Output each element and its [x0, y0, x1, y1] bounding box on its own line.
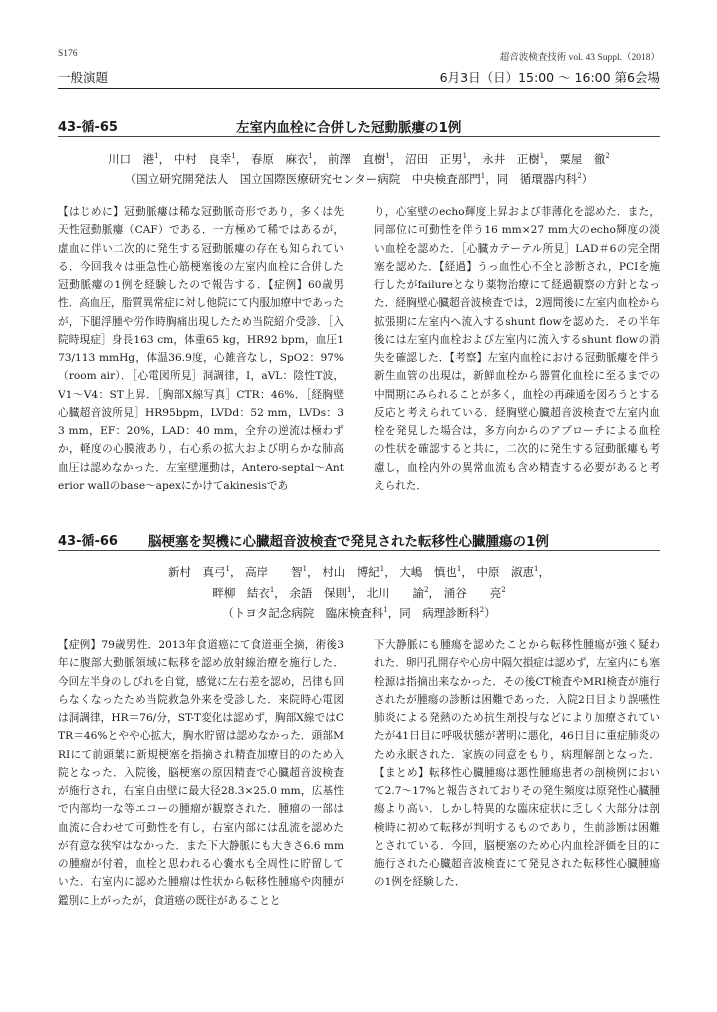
affiliation-text: ，同 病理診断科: [387, 606, 480, 620]
affiliation: [58, 170, 660, 188]
affiliation-mark: 1: [231, 152, 236, 161]
author: 北川 諭: [366, 586, 425, 600]
abstract-header: [58, 530, 660, 551]
abstract-number: 43-循-66: [58, 534, 118, 549]
affiliation-mark: 1: [225, 565, 230, 574]
affiliation-mark: 1: [383, 606, 388, 615]
author: 粟屋 徹: [559, 152, 606, 166]
abstract-title: 脳梗塞を契機に心臓超音波検査で発見された転移性心臓腫瘍の1例: [148, 534, 549, 550]
affiliation-text: （トヨタ記念病院 臨床検査科: [222, 606, 384, 620]
affiliation-mark: 2: [424, 586, 429, 595]
author-list: 川口 港$^1$， 中村 良幸$^1$， 春原 麻衣$^1$， 前澤 直樹$^1$， 沼田 正男$^1$， 永井 正樹$^1$， 粟屋 徹$^2$: [108, 152, 610, 166]
author: 沼田 正男: [405, 152, 463, 166]
session-header: [58, 66, 660, 89]
abstract-body-right: り，心室壁のecho輝度上昇および菲薄化を認めた．また，同部位に可動性を伴う16 mm×27 mm大のecho輝度の淡い血栓を認めた．［心臓カテーテル所見］LAD＃6の完全閉塞を認めた．【経過】うっ血性心不全と診断され，PCIを施行したがfailureとなり薬物治療にて経過観察の方針となった．経胸壁心臓超音波検査では，2週間後に左室内血栓から拡張期に左室内へ流入するshunt flowを認めた．その半年後には左室内血栓および左室内に流入するshunt flowの消失を確認した．【考察】左室内血栓における冠動脈瘻を伴う新生血管の出現は，新鮮血栓から器質化血栓に至るまでの中間期にみられることが多く，血栓の再疎通を図ろうとする反応と考えられている．経胸壁心臓超音波検査で左室内血栓を発見した場合は，多方向からのアプローチによる血栓の性状を確認すると共に，二次的に発生する冠動脈瘻も考慮し，血栓内外の異常血流も含め精査する必要があると考えられた．: [374, 206, 660, 492]
author: 畔柳 結衣: [212, 586, 270, 600]
session-type: 一般演題: [58, 70, 109, 85]
author: 春原 麻衣: [250, 152, 309, 166]
journal-page: [58, 0, 660, 1012]
affiliation-mark: 1: [308, 152, 313, 161]
affiliation-text: （国立研究開発法人 国立国際医療研究センター病院 中央検査部門: [124, 172, 481, 186]
running-head: [58, 49, 660, 63]
abstract-number: 43-循-65: [58, 120, 118, 135]
affiliation-text: ）: [581, 172, 594, 186]
affiliation-mark: 1: [539, 152, 545, 161]
author: 村山 博紀: [322, 565, 380, 579]
author: 新村 真弓: [168, 565, 226, 579]
affiliation-mark: 1: [534, 565, 539, 574]
author: 永井 正樹: [482, 152, 540, 166]
abstract-body-right: 下大静脈にも腫瘍を認めたことから転移性腫瘍が強く疑われた．卵円孔開存や心房中隔欠損症は認めず，左室内にも塞栓源は指摘出来なかった．その後CT検査やMRI検査が施行されたが腫瘍の診断は困難であった．入院2日目より誤嚥性肺炎による発熱のため抗生剤投与などにより加療されていたが41日目に呼吸状態が著明に悪化，46日目に重症肺炎のため永眠された．家族の同意をもり，病理解剖となった．【まとめ】転移性心臓腫瘍は悪性腫瘍患者の剖検例において2.7～17%と報告されておりその発生頻度は原発性心臓腫瘍より高い．しかし特異的な臨床症状に乏しく大部分は剖検時に初めて転移が判明するものであり，生前診断は困難とされている．今回，脳梗塞のため心内血栓評価を目的に施行された心臓超音波検査にて発見された転移性心臓腫瘍の1例を経験した．: [374, 639, 660, 889]
author: 川口 港: [108, 152, 155, 166]
affiliation: [58, 604, 660, 622]
abstract-header: [58, 116, 660, 137]
affiliation-mark: 1: [302, 565, 308, 574]
affiliation-mark: 1: [154, 152, 159, 161]
affiliation-text: ）: [484, 606, 496, 620]
affiliation-mark: 1: [456, 565, 462, 574]
affiliation-text: ，同 循環器内科: [485, 172, 578, 186]
affiliation-mark: 1: [385, 152, 390, 161]
affiliation-mark: 2: [479, 606, 485, 615]
affiliation-mark: 1: [462, 152, 468, 161]
author: 大嶋 慎也: [399, 565, 457, 579]
affiliation-mark: 2: [577, 172, 582, 181]
affiliation-mark: 2: [605, 152, 610, 161]
session-datetime: 6月3日（日）15:00 ～ 16:00 第6会場: [439, 70, 660, 85]
author-list: 畔柳 結衣$^1$， 余語 保則$^1$， 北川 諭$^2$， 涌谷 亮$^2$: [212, 586, 506, 600]
author: 中原 淑恵: [476, 565, 535, 579]
author: 中村 良幸: [173, 152, 232, 166]
author-list: 新村 真弓$^1$， 高岸 智$^1$， 村山 博紀$^1$， 大嶋 慎也$^1$， 中原 淑恵$^1$，: [168, 565, 550, 579]
affiliation-mark: 1: [269, 586, 275, 595]
journal-name: 超音波検査技術 vol. 43 Suppl.（2018）: [499, 53, 660, 63]
affiliation-mark: 1: [480, 172, 486, 181]
author: 涌谷 亮: [443, 586, 502, 600]
abstract-body-left: 【症例】79歳男性．2013年食道癌にて食道亜全摘，術後3年に腹部大動脈領域に転移を認め放射線治療を施行した．今回左半身のしびれを自覚，感覚に左右差を認め，呂律も回らなくなったため当院救急外来を受診した．来院時心電図は洞調律，HR＝76/分，ST-T変化は認めず，胸部X線ではCTR＝46%とやや心拡大，胸水貯留は認めなかった．頭部MRIにて前頭葉に新規梗塞を指摘され精査加療目的のため入院となった．入院後，脳梗塞の原因精査で心臓超音波検査が施行され，右室自由壁に最大径28.3×25.0 mm，広基性で内部均一な等エコーの腫瘤が観察された．腫瘤の一部は血流に合わせて可動性を有し，右室内部には乱流を認めたが有意な狭窄はなかった．また下大静脈にも大きさ6.6 mmの腫瘤が付着，血栓と思われる心嚢水も全周性に貯留していた．右室内に認めた腫瘤は性状から転移性腫瘍や肉腫が鑑別に上がったが，食道癌の既往があることと: [58, 639, 344, 907]
affiliation-mark: 1: [379, 565, 385, 574]
author: 前澤 直樹: [328, 152, 386, 166]
affiliation-mark: 1: [346, 586, 352, 595]
abstract-title: 左室内血栓に合併した冠動脈瘻の1例: [236, 120, 462, 136]
author: 高岸 智: [245, 565, 303, 579]
author: 余語 保則: [289, 586, 347, 600]
affiliation-mark: 2: [501, 586, 506, 595]
abstract-body-left: 【はじめに】冠動脈瘻は稀な冠動脈奇形であり，多くは先天性冠動脈瘻（CAF）である．一方極めて稀ではあるが，虚血に伴い二次的に発生する冠動脈瘻の存在も知られている．今回我々は亜急性心筋梗塞後の左室内血栓に合併した冠動脈瘻の1例を経験したので報告する．【症例】60歳男性．高血圧，脂質異常症に対し他院にて内服加療中であったが，下腿浮腫や労作時胸痛出現したため当院紹介受診．［入院時現症］身長163 cm，体重65 kg，HR92 bpm，血圧173/113 mmHg，体温36.9度，心雑音なし，SpO2：97%（room air）．［心電図所見］洞調律，I，aVL：陰性T波，V1～V4：ST上昇．［胸部X線写真］CTR：46%．［経胸壁心臓超音波所見］HR95bpm，LVDd：52 mm，LVDs：33 mm，EF：20%，LAD：40 mm，全弁の逆流は極わずか，軽度の心膜液あり，右心系の拡大および明らかな肺高血圧は認めなかった．左室壁運動は，Antero-septal～Anterior wallのbase～apexにかけてakinesisであ: [58, 206, 344, 492]
page-number: S176: [58, 49, 78, 59]
